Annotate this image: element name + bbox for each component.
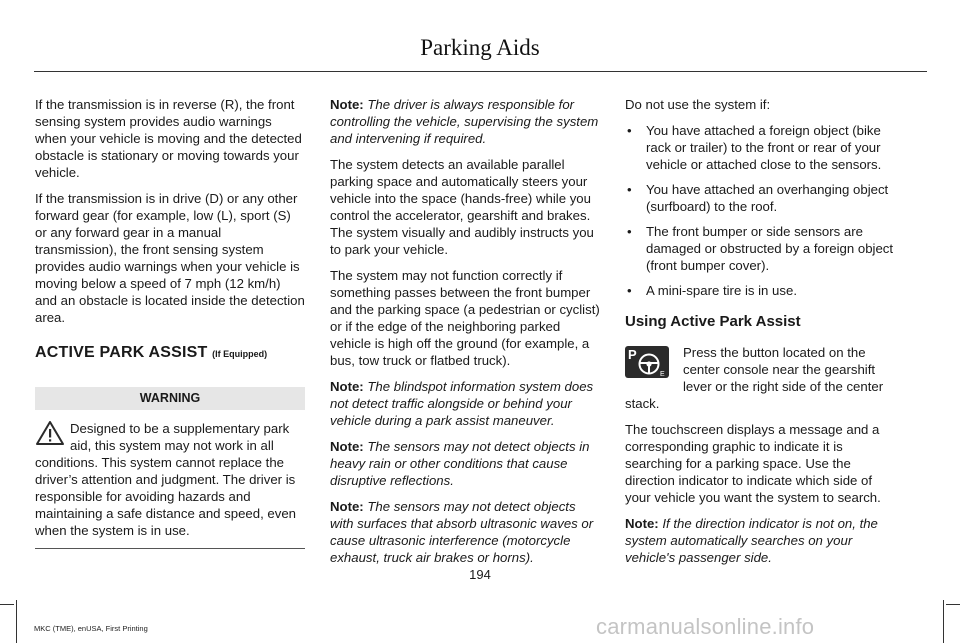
crop-mark bbox=[0, 604, 14, 605]
section-heading-suffix: (If Equipped) bbox=[212, 349, 268, 359]
warning-bar: WARNING bbox=[35, 387, 305, 410]
paragraph-may-not-function: The system may not function correctly if something passes between the front bumper and the parking space (a pedestrian or cyclist) or if the edge of the neighboring parked vehicle is high off the ground (for example, a bus, tow truck or flatbed truck). bbox=[330, 268, 600, 368]
section-heading-text: ACTIVE PARK ASSIST bbox=[35, 344, 208, 361]
note-text: The blindspot information system does not detect traffic alongside or behind your vehicle during a park assist maneuver. bbox=[330, 379, 594, 428]
note-direction-indicator bbox=[625, 515, 895, 566]
watermark: carmanualsonline.info bbox=[596, 614, 815, 639]
svg-text:P: P bbox=[628, 347, 637, 362]
note-text: The driver is always responsible for controlling the vehicle, supervising the system and intervening if required. bbox=[330, 97, 599, 146]
paragraph-system-detects: The system detects an available parallel parking space and automatically steers your vehicle into the space (hands-free) while you control the accelerator, gearshift and brakes. The system visually and audibly instructs you to park your vehicle. bbox=[330, 157, 594, 257]
do-not-use-list bbox=[625, 122, 895, 299]
list-item: • The front bumper or side sensors are damaged or obstructed by a foreign object (front bumper cover). bbox=[625, 223, 895, 274]
footer-printing: MKC (TME), enUSA, First Printing bbox=[34, 624, 148, 633]
note-driver-responsible bbox=[330, 96, 600, 147]
subheading-using-active-park-assist: Using Active Park Assist bbox=[625, 313, 801, 330]
note-label: Note: bbox=[625, 516, 659, 531]
note-label: Note: bbox=[330, 379, 364, 394]
paragraph-touchscreen: The touchscreen displays a message and a corresponding graphic to indicate it is searching for a parking space. Use the direction indicator to indicate which side of your vehicle you want the system to search. bbox=[625, 422, 881, 505]
icon-badge: E bbox=[660, 371, 665, 378]
warning-triangle-icon bbox=[35, 420, 65, 446]
page-number: 194 bbox=[469, 567, 491, 582]
note-label: Note: bbox=[330, 439, 364, 454]
paragraph-press-button bbox=[625, 344, 895, 412]
column-1 bbox=[35, 96, 305, 549]
park-assist-icon bbox=[625, 346, 669, 378]
crop-mark bbox=[946, 604, 960, 605]
list-item: • A mini-spare tire is in use. bbox=[625, 282, 895, 299]
press-button-text: Press the button located on the center console near the gearshift lever or the right side of the center stack. bbox=[625, 345, 884, 411]
list-item: • You have attached an overhanging object (surfboard) to the roof. bbox=[625, 181, 895, 215]
note-heavy-rain bbox=[330, 438, 600, 489]
section-heading-active-park-assist bbox=[35, 344, 305, 363]
page-title: Parking Aids bbox=[420, 35, 540, 60]
crop-mark bbox=[16, 600, 17, 643]
paragraph-do-not-use: Do not use the system if: bbox=[625, 97, 771, 112]
column-2 bbox=[330, 96, 600, 575]
column-3 bbox=[625, 96, 895, 575]
warning-body bbox=[35, 420, 305, 549]
header-rule bbox=[34, 71, 927, 72]
note-label: Note: bbox=[330, 97, 364, 112]
note-blindspot bbox=[330, 378, 600, 429]
note-text: If the direction indicator is not on, the system automatically searches on your vehicle's passenger side. bbox=[625, 516, 878, 565]
note-text: The sensors may not detect objects in heavy rain or other conditions that cause disruptive reflections. bbox=[330, 439, 590, 488]
list-item: • You have attached a foreign object (bike rack or trailer) to the front or rear of your vehicle or attached close to the sensors. bbox=[625, 122, 895, 173]
note-ultrasonic bbox=[330, 498, 600, 566]
warning-text: Designed to be a supplementary park aid, this system may not work in all conditions. This system cannot replace the driver’s attention and judgment. The driver is responsible for avoiding hazards and maintaining a safe distance and speed, even when the system is in use. bbox=[35, 421, 297, 538]
crop-mark bbox=[943, 600, 944, 643]
note-text: The sensors may not detect objects with surfaces that absorb ultrasonic waves or cause ultrasonic interference (motorcycle exhaust, truck air brakes or horns). bbox=[330, 499, 594, 565]
paragraph-drive: If the transmission is in drive (D) or any other forward gear (for example, low (L), sport (S) or any forward gear in a manual transmission), the front sensing system provides audio warnings when your vehicle is moving below a speed of 7 mph (12 km/h) and an obstacle is located inside the detection area. bbox=[35, 191, 305, 325]
paragraph-reverse: If the transmission is in reverse (R), the front sensing system provides audio warnings when your vehicle is moving and the detected obstacle is stationary or moving towards your vehicle. bbox=[35, 97, 302, 180]
note-label: Note: bbox=[330, 499, 364, 514]
